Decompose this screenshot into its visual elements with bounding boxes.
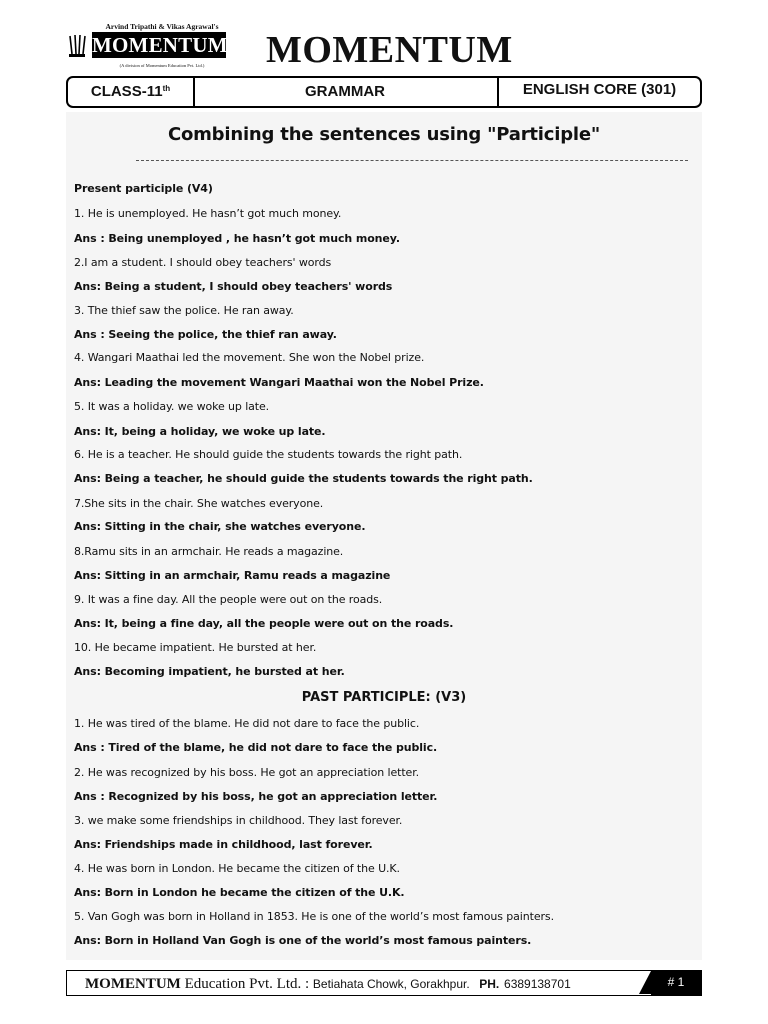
subject-cell: GRAMMAR [193,78,499,106]
page-number: # 1 [651,971,701,995]
answer-line: Ans: It, being a holiday, we woke up late. [74,425,326,438]
question-line: 3. we make some friendships in childhood. They last forever. [74,814,403,827]
question-line: 5. It was a holiday. we woke up late. [74,400,270,413]
answer-line: Ans: Sitting in an armchair, Ramu reads a magazine [74,569,391,582]
question-line: 8.Ramu sits in an armchair. He reads a magazine. [74,545,344,558]
question-line: 10. He became impatient. He bursted at her. [74,641,317,654]
class-suffix: th [162,84,171,93]
answer-line: Ans: Born in Holland Van Gogh is one of the world’s most famous painters. [74,934,532,947]
footer-text [85,973,571,994]
question-line: 4. He was born in London. He became the citizen of the U.K. [74,862,400,875]
answer-line: Ans : Recognized by his boss, he got an appreciation letter. [74,790,438,803]
answer-line: Ans : Being unemployed , he hasn’t got much money. [74,232,400,245]
class-cell [68,78,195,106]
footer-company: Education Pvt. Ltd. : [180,976,313,992]
logo-tagline: Arvind Tripathi & Vikas Agrawal's [105,22,219,31]
question-line: 7.She sits in the chair. She watches everyone. [74,497,324,510]
footer-brand: MOMENTUM [85,976,181,992]
section-heading-present: Present participle (V4) [74,182,213,195]
footer [66,970,702,996]
footer-address: Betiahata Chowk, Gorakhpur. [312,977,470,991]
class-label: CLASS-11 [90,83,163,100]
page-title: Combining the sentences using "Participle" [167,124,601,145]
question-line: 3. The thief saw the police. He ran away. [74,304,294,317]
logo [64,22,226,74]
logo-name: MOMENTUM [92,33,228,57]
answer-line: Ans: Being a teacher, he should guide the students towards the right path. [74,472,533,485]
answer-line: Ans: Being a student, I should obey teachers' words [74,280,393,293]
answer-line: Ans: Sitting in the chair, she watches everyone. [74,520,366,533]
question-line: 6. He is a teacher. He should guide the students towards the right path. [74,448,463,461]
course-cell: ENGLISH CORE (301) [522,81,677,98]
answer-line: Ans: Friendships made in childhood, last forever. [74,838,373,851]
logo-subtitle: (A division of Momentum Education Pvt. Ltd.) [119,63,205,68]
dashed-divider [136,160,688,161]
answer-line: Ans : Tired of the blame, he did not dare to face the public. [74,741,438,754]
answer-line: Ans: It, being a fine day, all the people were out on the roads. [74,617,454,630]
question-line: 5. Van Gogh was born in Holland in 1853. He is one of the world’s most famous painters. [74,910,554,923]
question-line: 2. He was recognized by his boss. He got an appreciation letter. [74,766,420,779]
brand-title: MOMENTUM [266,29,513,71]
answer-line: Ans: Leading the movement Wangari Maathai won the Nobel Prize. [74,376,484,389]
question-line: 2.I am a student. I should obey teachers' words [74,256,332,269]
question-line: 1. He is unemployed. He hasn’t got much money. [74,207,342,220]
info-bar [66,76,702,108]
footer-phone-label: PH. [479,977,500,991]
section-heading-past: PAST PARTICIPLE: (V3) [301,690,467,705]
torch-emblem-icon [66,32,90,58]
answer-line: Ans: Born in London he became the citizen of the U.K. [74,886,405,899]
answer-line: Ans: Becoming impatient, he bursted at her. [74,665,345,678]
question-line: 4. Wangari Maathai led the movement. She won the Nobel prize. [74,351,425,364]
answer-line: Ans : Seeing the police, the thief ran away. [74,328,337,341]
footer-phone: 6389138701 [504,977,571,991]
question-line: 9. It was a fine day. All the people were out on the roads. [74,593,383,606]
question-line: 1. He was tired of the blame. He did not dare to face the public. [74,717,420,730]
